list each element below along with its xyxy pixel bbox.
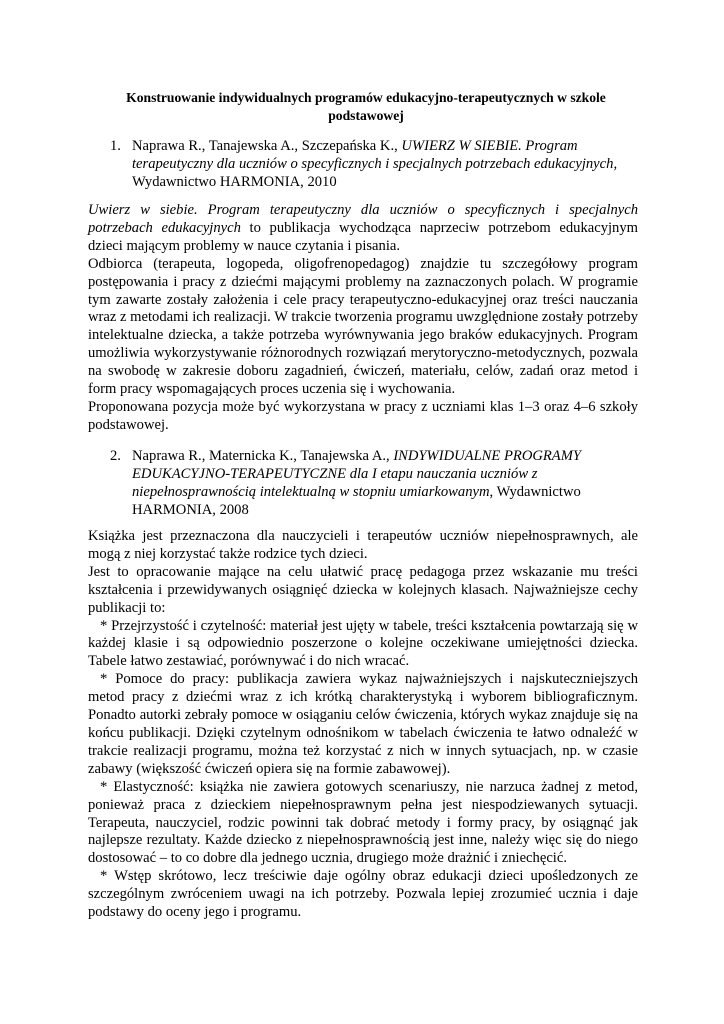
section-1-intro-rest: to publikacja wychodząca naprzeciw potrzebom edukacyjnym dzieci mającym problemy w nauce czytania i pisania. — [88, 219, 639, 254]
feature-bullet-clarity: * Przejrzystość i czytelność: materiał jest ujęty w tabele, treści kształcenia powtarzają się w każdej klasie i są odpowiednio poszerzone o kolejne oczekiwane umiejętności dziecka. Tabele łatwo zestawiać, porównywać i do nich wracać. — [88, 617, 638, 670]
reference-2-number: 2. — [110, 448, 121, 464]
reference-1-title: UWIERZ W SIEBIE. Program terapeutyczny dla uczniów o specyficznych i specjalnych potrzebach edukacyjnych — [132, 138, 614, 172]
section-2-paragraph-2: Jest to opracowanie mające na celu ułatwić pracę pedagoga przez wskazanie mu treści kształcenia i przewidywanych osiągnięć dziecka w kolejnych klasach. Najważniejsze cechy publikacji to: — [88, 563, 638, 616]
section-2-paragraph-1: Książka jest przeznaczona dla nauczycieli i terapeutów uczniów niepełnosprawnych, ale mogą z niej korzystać także rodzice tych dzieci. — [88, 528, 638, 562]
feature-bullet-flexibility: * Elastyczność: książka nie zawiera gotowych scenariuszy, nie narzuca żadnej z metod, ponieważ praca z dzieckiem niepełnosprawnym pełna jest niespodziewanych sytuacji. Terapeuta, nauczyciel, rodzic powinni tak dobrać metody i formy pracy, by osiągnąć jak najlepsze rezultaty. Każde dziecko z niepełnosprawnością jest inne, należy więc się do niego dostosować – to co dobre dla jednego ucznia, drugiego może drażnić i zniechęcić. — [88, 778, 638, 867]
feature-bullet-introduction: * Wstęp skrótowo, lecz treściwie daje ogólny obraz edukacji dzieci upośledzonych ze szczególnym zwróceniem uwagi na ich potrzeby. Pozwala lepiej zrozumieć ucznia i daje podstawy do oceny jego i programu. — [88, 868, 638, 921]
section-1-intro-title: Uwierz w siebie. Program terapeutyczny dla uczniów o specyficznych i specjalnych potrzebach edukacyjnych — [88, 202, 638, 236]
section-1-intro — [88, 202, 638, 256]
reference-2-publisher: , Wydawnictwo HARMONIA, 2008 — [132, 484, 581, 518]
reference-1-authors: Naprawa R., Tanajewska A., Szczepańska K., — [132, 138, 402, 154]
title-line-1: Konstruowanie indywidualnych programów edukacyjno-terapeutycznych w szkole — [126, 90, 606, 105]
feature-bullet-aids: * Pomoce do pracy: publikacja zawiera wykaz najważniejszych i najskuteczniejszych metod pracy z dziećmi wraz z ich krótką charakterystyką i wyborem bibliograficznym. Ponadto autorki zebrały pomoce w osiąganiu celów ćwiczenia, których wykaz znajduje się na końcu publikacji. Dzięki czytelnym odnośnikom w tabelach ćwiczenia te łatwo odnaleźć w trakcie realizacji programu, można też korzystać z nich w innych sytuacjach, np. w czasie zabawy (większość ćwiczeń opiera się na formie zabawowej). — [88, 671, 638, 777]
reference-2-body — [132, 447, 602, 519]
document-title — [96, 89, 636, 125]
section-2-text — [88, 528, 638, 922]
reference-1-number: 1. — [110, 138, 121, 154]
reference-2-authors: Naprawa R., Maternicka K., Tanajewska A., — [132, 448, 394, 464]
reference-1-publisher: , Wydawnictwo HARMONIA, 2010 — [132, 156, 618, 190]
section-1-paragraph-3: Proponowana pozycja może być wykorzystana w pracy z uczniami klas 1–3 oraz 4–6 szkoły podstawowej. — [88, 398, 638, 433]
reference-1-body — [132, 137, 630, 191]
reference-2-title: INDYWIDUALNE PROGRAMY EDUKACYJNO-TERAPEUTYCZNE dla I etapu nauczania uczniów z niepełnosprawnością intelektualną w stopniu umiarkowanym — [132, 448, 581, 500]
section-1-paragraph-2: Odbiorca (terapeuta, logopeda, oligofrenopedagog) znajdzie tu szczegółowy program postępowania i pracy z dziećmi mającymi problemy na zaznaczonych polach. W programie tym zawarte zostały założenia i cele pracy terapeutyczno-edukacyjnej oraz treści nauczania wraz z metodami ich realizacji. W trakcie tworzenia programu uwzględnione zostały potrzeby intelektualne dziecka, a także potrzeba wyrównywania jego braków edukacyjnych. Program umożliwia wykorzystywanie różnorodnych rozwiązań merytoryczno-metodycznych, pozwala na swobodę w zakresie doboru zagadnień, ćwiczeń, materiału, celów, zadań oraz metod i form pracy wspomagających proces uczenia się i wychowania. — [88, 255, 638, 398]
title-line-2: podstawowej — [328, 108, 404, 123]
section-1-text — [88, 202, 638, 435]
